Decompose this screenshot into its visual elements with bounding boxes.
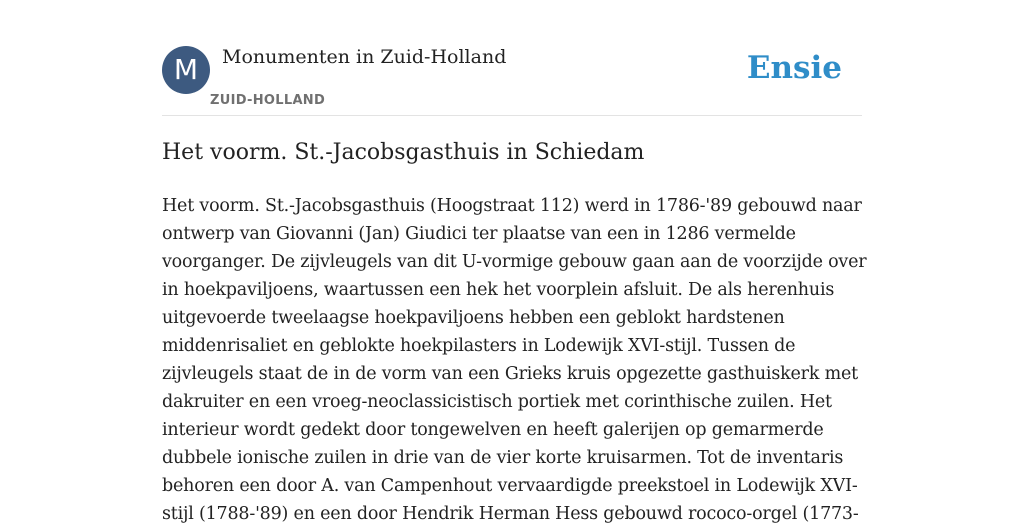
- site-header: [162, 46, 862, 116]
- body-line: uitgevoerde tweelaagse hoekpaviljoens hebben een geblokt hardstenen: [162, 308, 785, 328]
- body-line: ontwerp van Giovanni (Jan) Giudici ter plaatse van een in 1286 vermelde: [162, 224, 796, 244]
- body-line: zijvleugels staat de in de vorm van een Grieks kruis opgezette gasthuiskerk met: [162, 364, 858, 384]
- site-title-link[interactable]: Monumenten in Zuid-Holland: [222, 46, 507, 68]
- article-body: [162, 192, 867, 528]
- body-line: middenrisaliet en geblokte hoekpilasters in Lodewijk XVI-stijl. Tussen de: [162, 336, 796, 356]
- body-line: Het voorm. St.-Jacobsgasthuis (Hoogstraat 112) werd in 1786-'89 gebouwd naar: [162, 196, 862, 216]
- body-line: dakruiter en een vroeg-neoclassicistisch portiek met corinthische zuilen. Het: [162, 392, 832, 412]
- body-line: stijl (1788-'89) en een door Hendrik Herman Hess gebouwd rococo-orgel (1773-: [162, 504, 859, 524]
- category-link[interactable]: ZUID-HOLLAND: [210, 93, 326, 108]
- avatar[interactable]: M: [162, 46, 210, 94]
- header-divider: [162, 115, 862, 116]
- body-line: in hoekpaviljoens, waartussen een hek het voorplein afsluit. De als herenhuis: [162, 280, 835, 300]
- article-title: Het voorm. St.-Jacobsgasthuis in Schiedam: [162, 140, 645, 165]
- body-line: behoren een door A. van Campenhout vervaardigde preekstoel in Lodewijk XVI-: [162, 476, 858, 496]
- ensie-logo[interactable]: Ensie: [746, 50, 842, 86]
- body-line: dubbele ionische zuilen in drie van de vier korte kruisarmen. Tot de inventaris: [162, 448, 844, 468]
- body-line: interieur wordt gedekt door tongewelven en heeft galerijen op gemarmerde: [162, 420, 824, 440]
- body-line: voorganger. De zijvleugels van dit U-vormige gebouw gaan aan de voorzijde over: [162, 252, 867, 272]
